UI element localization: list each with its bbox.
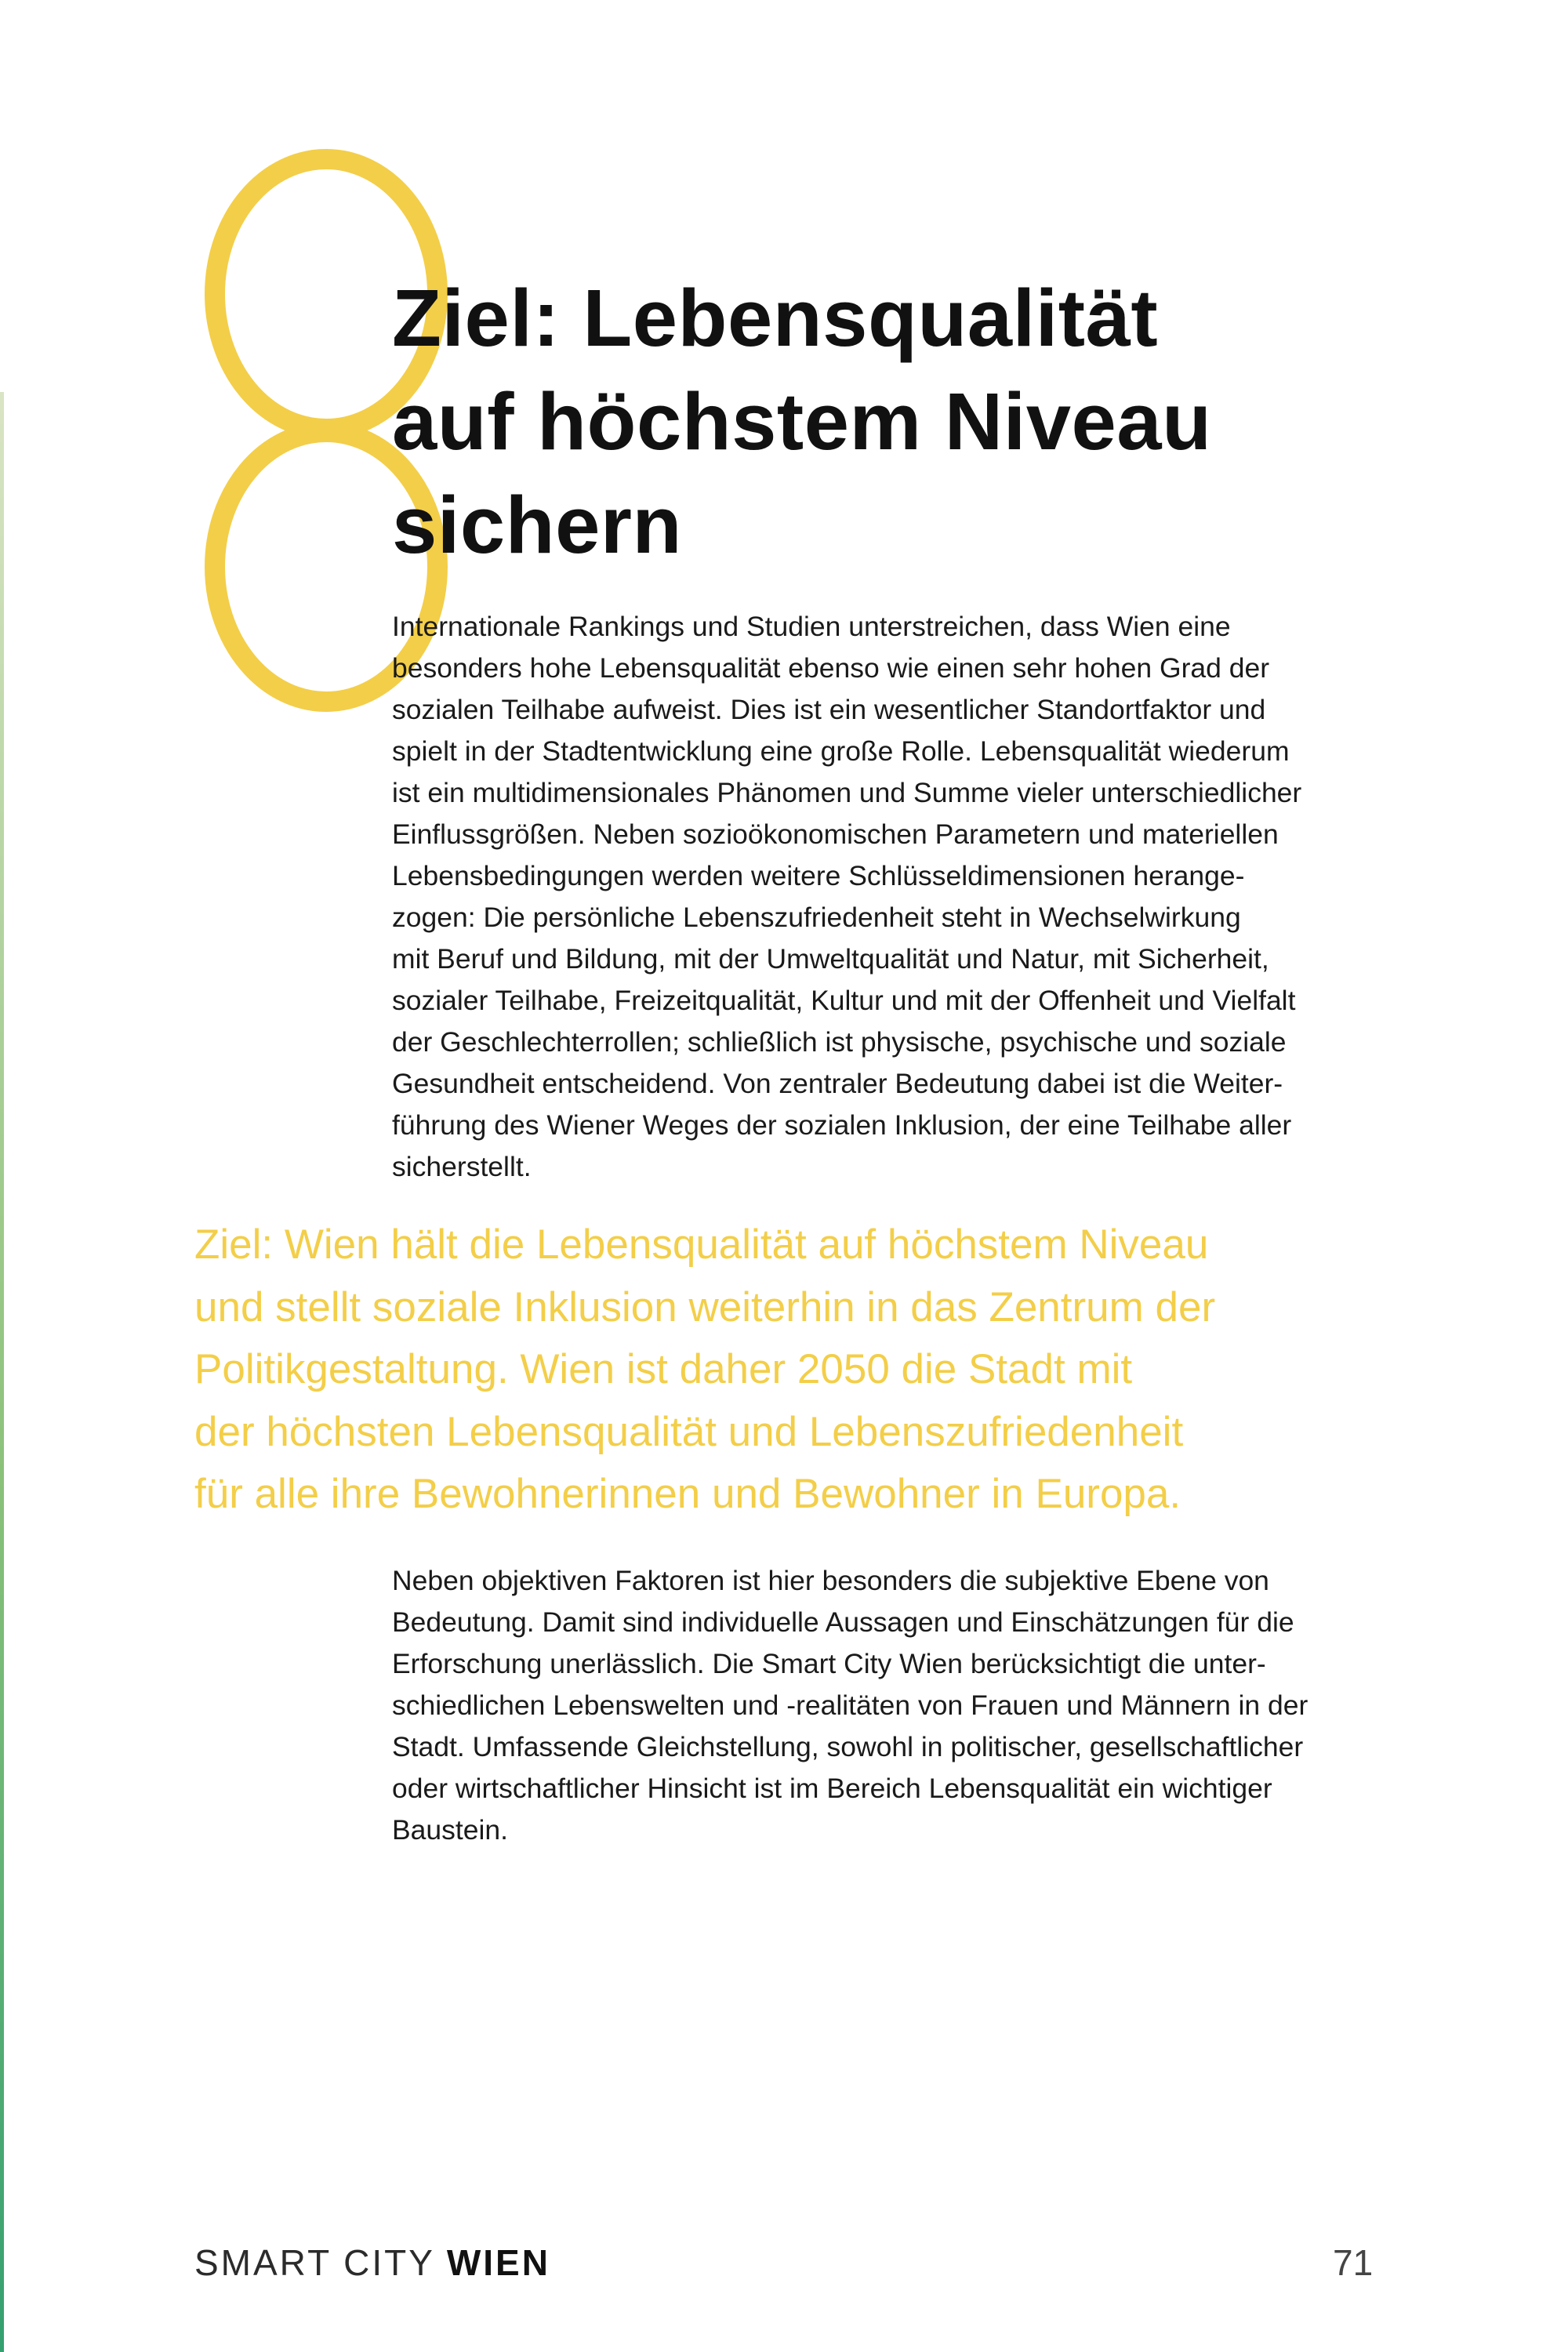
body-line: schiedlichen Lebenswelten und -realitäten von Frauen und Männern in der [392, 1690, 1308, 1721]
intro-paragraph [392, 606, 1380, 1188]
body-line: Neben objektiven Faktoren ist hier besonders die subjektive Ebene von [392, 1565, 1269, 1596]
footer-brand-light: SMART CITY [194, 2242, 435, 2283]
intro-line: Lebensbedingungen werden weitere Schlüsseldimensionen herange- [392, 860, 1245, 891]
goal-line: und stellt soziale Inklusion weiterhin in das Zentrum der [194, 1283, 1216, 1330]
goal-line: Ziel: Wien hält die Lebensqualität auf höchstem Niveau [194, 1221, 1209, 1268]
goal-statement [194, 1214, 1417, 1526]
chapter-title-line: Ziel: Lebensqualität [392, 273, 1159, 363]
chapter-title [392, 267, 1411, 577]
body-line: Baustein. [392, 1814, 509, 1846]
page-number: 71 [1333, 2242, 1374, 2283]
body-paragraph [392, 1560, 1380, 1851]
page-edge-strip [0, 392, 4, 2352]
goal-line: der höchsten Lebensqualität und Lebenszufriedenheit [194, 1408, 1184, 1455]
goal-line: für alle ihre Bewohnerinnen und Bewohner in Europa. [194, 1471, 1181, 1517]
intro-line: der Geschlechterrollen; schließlich ist physische, psychische und soziale [392, 1026, 1287, 1058]
body-line: oder wirtschaftlicher Hinsicht ist im Bereich Lebensqualität ein wichtiger [392, 1773, 1272, 1804]
body-line: Stadt. Umfassende Gleichstellung, sowohl in politischer, gesellschaftlicher [392, 1731, 1304, 1762]
chapter-title-line: sichern [392, 480, 682, 570]
intro-line: zogen: Die persönliche Lebenszufriedenheit steht in Wechselwirkung [392, 902, 1241, 933]
intro-line: besonders hohe Lebensqualität ebenso wie einen sehr hohen Grad der [392, 652, 1270, 684]
intro-line: ist ein multidimensionales Phänomen und Summe vieler unterschiedlicher [392, 777, 1302, 808]
intro-line: sozialen Teilhabe aufweist. Dies ist ein wesentlicher Standortfaktor und [392, 694, 1266, 725]
intro-line: sozialer Teilhabe, Freizeitqualität, Kultur und mit der Offenheit und Vielfalt [392, 985, 1296, 1016]
chapter-title-line: auf höchstem Niveau [392, 376, 1212, 466]
intro-line: führung des Wiener Weges der sozialen Inklusion, der eine Teilhabe aller [392, 1109, 1292, 1141]
footer-brand [194, 2241, 550, 2285]
intro-line: Gesundheit entscheidend. Von zentraler Bedeutung dabei ist die Weiter- [392, 1068, 1283, 1099]
body-line: Erforschung unerlässlich. Die Smart City Wien berücksichtigt die unter- [392, 1648, 1266, 1679]
intro-line: mit Beruf und Bildung, mit der Umweltqualität und Natur, mit Sicherheit, [392, 943, 1269, 975]
intro-line: Internationale Rankings und Studien unterstreichen, dass Wien eine [392, 611, 1231, 642]
intro-line: Einflussgrößen. Neben sozioökonomischen Parametern und materiellen [392, 818, 1279, 850]
footer-brand-bold: WIEN [446, 2242, 550, 2283]
body-line: Bedeutung. Damit sind individuelle Aussagen und Einschätzungen für die [392, 1606, 1294, 1638]
intro-line: sicherstellt. [392, 1151, 532, 1182]
goal-line: Politikgestaltung. Wien ist daher 2050 die Stadt mit [194, 1346, 1133, 1392]
intro-line: spielt in der Stadtentwicklung eine große Rolle. Lebensqualität wiederum [392, 735, 1290, 767]
